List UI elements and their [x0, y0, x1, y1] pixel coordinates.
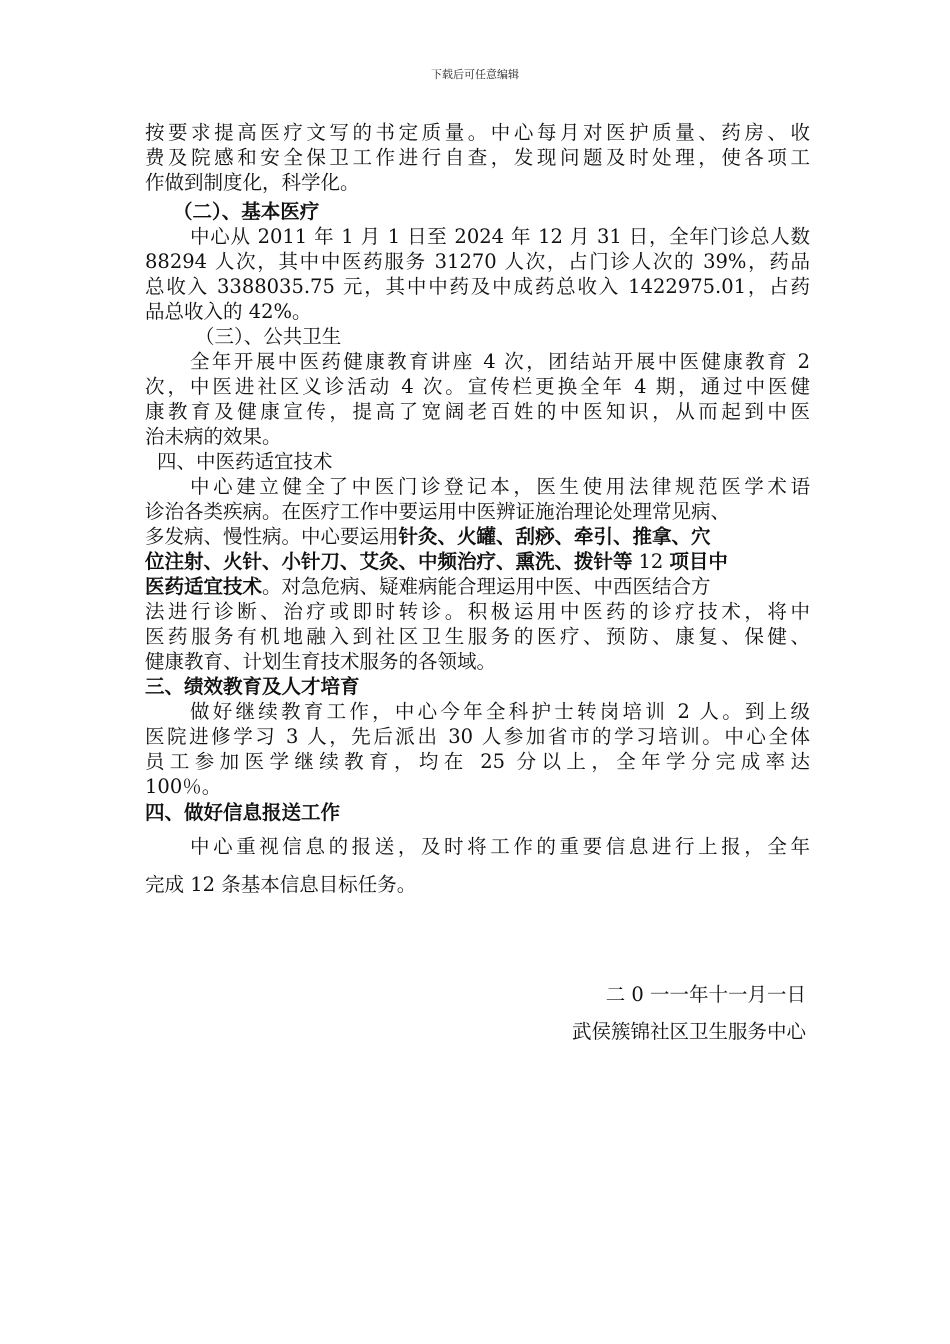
page-header-note: 下载后可任意编辑 [431, 68, 519, 81]
text-run-bold: 位注射、火针、小针刀、艾灸、中频治疗、熏洗、拨针等 [145, 550, 633, 573]
section-heading-tcm-tech: 四、中医药适宜技术 [157, 450, 333, 473]
text-run: 12 [638, 550, 664, 573]
text-run-bold: 医药适宜技术 [145, 575, 263, 598]
section-heading-info: 四、做好信息报送工作 [145, 801, 341, 824]
paragraph-line [145, 524, 711, 549]
paragraph-line: 中心从 2011 年 1 月 1 日至 2024 年 12 月 31 日，全年门诊总人数 [190, 225, 810, 248]
paragraph-line: 员工参加医学继续教育，均在 25 分以上，全年学分完成率达 [145, 750, 810, 773]
paragraph-line: 法进行诊断、治疗或即时转诊。积极运用中医药的诊疗技术，将中 [145, 600, 810, 623]
signature-date: 二 0 一一年十一月一日 [605, 983, 806, 1006]
paragraph-line [145, 549, 728, 574]
paragraph-line: 医药服务有机地融入到社区卫生服务的医疗、预防、康复、保健、 [145, 625, 810, 648]
paragraph-line: 次，中医进社区义诊活动 4 次。宣传栏更换全年 4 期，通过中医健 [145, 375, 810, 398]
paragraph-line: 治未病的效果。 [145, 425, 282, 448]
paragraph-line: 康教育及健康宣传，提高了宽阔老百姓的中医知识，从而起到中医 [145, 400, 810, 423]
paragraph-line: 88294 人次，其中中医药服务 31270 人次，占门诊人次的 39%，药品 [145, 250, 810, 273]
paragraph-line [145, 574, 711, 599]
paragraph-line: 诊治各类疾病。在医疗工作中要运用中医辨证施治理论处理常见病、 [145, 500, 731, 523]
paragraph-line: 100％。 [145, 775, 222, 798]
paragraph-line: 完成 12 条基本信息目标任务。 [145, 873, 417, 896]
paragraph-line: 品总收入的 42%。 [145, 300, 312, 323]
text-run-bold: 针灸、火罐、刮痧、牵引、推拿、穴 [398, 525, 711, 548]
paragraph-line: 费及院感和安全保卫工作进行自查，发现问题及时处理，使各项工 [145, 146, 810, 169]
paragraph-line: 总收入 3388035.75 元，其中中药及中成药总收入 1422975.01，占药 [145, 275, 810, 298]
section-heading-basic-medical: （二）、基本医疗 [173, 200, 320, 223]
paragraph-line: 作做到制度化，科学化。 [145, 171, 360, 194]
paragraph-line: 按要求提高医疗文写的书定质量。中心每月对医护质量、药房、收 [145, 121, 810, 144]
paragraph-line: 中心建立健全了中医门诊登记本，医生使用法律规范医学术语 [190, 475, 810, 498]
paragraph-line: 医院进修学习 3 人，先后派出 30 人参加省市的学习培训。中心全体 [145, 725, 810, 748]
section-heading-public-health: （三）、公共卫生 [195, 325, 342, 348]
section-heading-education: 三、绩效教育及人才培育 [145, 675, 360, 698]
text-run: 多发病、慢性病。中心要运用 [145, 525, 399, 548]
paragraph-line: 全年开展中医药健康教育讲座 4 次，团结站开展中医健康教育 2 [190, 350, 810, 373]
signature-org: 武侯簇锦社区卫生服务中心 [571, 1020, 806, 1043]
paragraph-line: 做好继续教育工作，中心今年全科护士转岗培训 2 人。到上级 [190, 700, 810, 723]
paragraph-line: 健康教育、计划生育技术服务的各领域。 [145, 650, 497, 673]
text-run-bold: 项目中 [669, 550, 728, 573]
paragraph-line: 中心重视信息的报送，及时将工作的重要信息进行上报，全年 [190, 835, 810, 858]
text-run: 。对急危病、疑难病能合理运用中医、中西医结合方 [262, 575, 711, 598]
